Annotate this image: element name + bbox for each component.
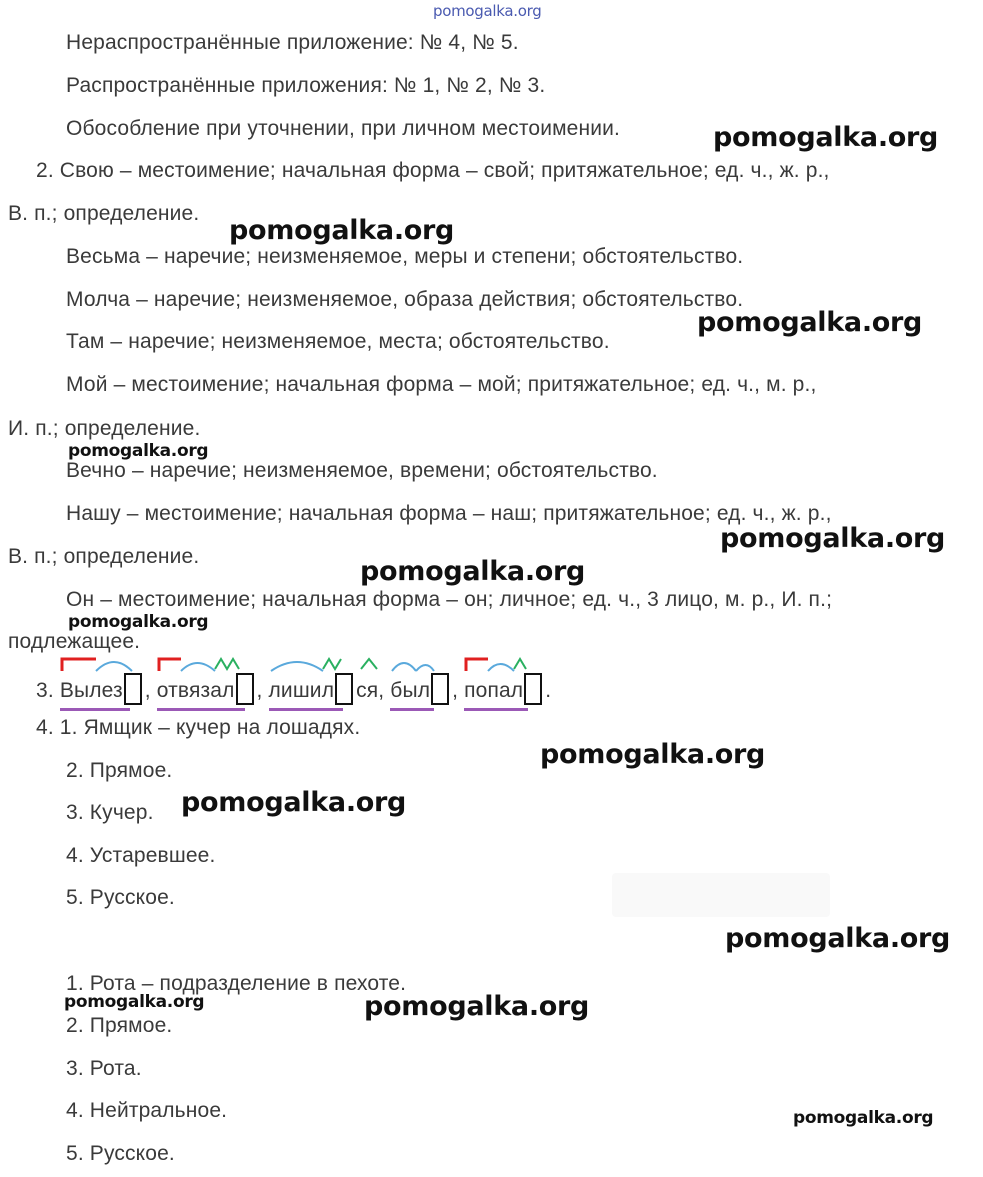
- word-byl: [390, 673, 452, 705]
- comma: ,: [452, 679, 459, 702]
- text-line: Нераспространённые приложение: № 4, № 5.: [66, 31, 519, 54]
- stem-underline: [464, 708, 528, 711]
- text-line: Молча – наречие; неизменяемое, образа действия; обстоятельство.: [66, 288, 744, 311]
- text-line: 4. 1. Ямщик – кучер на лошадях.: [36, 716, 361, 739]
- text-line: 2. Прямое.: [66, 759, 173, 782]
- text-line: Вечно – наречие; неизменяемое, времени; обстоятельство.: [66, 459, 658, 482]
- comma: ,: [256, 679, 263, 702]
- ending-box: [335, 673, 353, 705]
- stem-underline: [269, 708, 343, 711]
- word-popal: [464, 673, 545, 705]
- stem-underline: [157, 708, 245, 711]
- comma: ,: [378, 679, 385, 702]
- text-line: 2. Прямое.: [66, 1014, 173, 1037]
- morpheme-marks: [269, 657, 389, 673]
- text-line: Обособление при уточнении, при личном местоимении.: [66, 117, 620, 140]
- item-number: 3.: [36, 679, 54, 702]
- ending-box: [236, 673, 254, 705]
- morpheme-marks: [390, 657, 440, 673]
- watermark: pomogalka.org: [360, 556, 586, 587]
- morpheme-marks: [464, 657, 534, 673]
- text-line: Распространённые приложения: № 1, № 2, № 3.: [66, 74, 546, 97]
- watermark: pomogalka.org: [364, 991, 590, 1022]
- watermark: pomogalka.org: [713, 122, 939, 153]
- word-text: лишил: [268, 679, 335, 702]
- text-line: Мой – местоимение; начальная форма – мой; притяжательное; ед. ч., м. р.,: [66, 373, 817, 396]
- ending-box: [124, 673, 142, 705]
- text-line: 3. Рота.: [66, 1057, 142, 1080]
- word-otvyazal: [157, 673, 257, 705]
- text-line: 4. Нейтральное.: [66, 1099, 228, 1122]
- word-text: попал: [464, 679, 524, 702]
- text-line: Он – местоимение; начальная форма – он; личное; ед. ч., 3 лицо, м. р., И. п.;: [66, 588, 833, 611]
- ending-box: [431, 673, 449, 705]
- text-line: 4. Устаревшее.: [66, 844, 216, 867]
- word-text: был: [390, 679, 431, 702]
- watermark: pomogalka.org: [68, 441, 209, 461]
- stem-underline: [60, 708, 130, 711]
- text-line: 5. Русское.: [66, 886, 175, 909]
- text-line: Весьма – наречие; неизменяемое, меры и степени; обстоятельство.: [66, 245, 744, 268]
- watermark: pomogalka.org: [793, 1108, 934, 1128]
- word-vylez: [60, 673, 145, 705]
- text-line: 1. Рота – подразделение в пехоте.: [66, 972, 407, 995]
- watermark: pomogalka.org: [229, 215, 455, 246]
- text-line: В. п.; определение.: [8, 202, 200, 225]
- watermark: pomogalka.org: [697, 307, 923, 338]
- watermark: pomogalka.org: [725, 923, 951, 954]
- text-line: 5. Русское.: [66, 1142, 175, 1165]
- word-text: Вылез: [59, 679, 123, 702]
- watermark: pomogalka.org: [540, 739, 766, 770]
- watermark: pomogalka.org: [181, 787, 407, 818]
- text-line: И. п.; определение.: [8, 417, 201, 440]
- text-line: Нашу – местоимение; начальная форма – наш; притяжательное; ед. ч., ж. р.,: [66, 502, 832, 525]
- morpheme-line: [36, 673, 551, 705]
- comma: ,: [144, 679, 151, 702]
- faded-watermark-box: [612, 873, 830, 917]
- morpheme-marks: [60, 657, 130, 673]
- word-text: отвязал: [156, 679, 235, 702]
- text-line: 3. Кучер.: [66, 801, 154, 824]
- postfix-text: ся: [356, 679, 379, 702]
- text-line: 2. Свою – местоимение; начальная форма – свой; притяжательное; ед. ч., ж. р.,: [36, 159, 830, 182]
- text-line: В. п.; определение.: [8, 545, 200, 568]
- watermark: pomogalka.org: [68, 612, 209, 632]
- morpheme-marks: [157, 657, 247, 673]
- watermark-top: pomogalka.org: [433, 2, 542, 20]
- word-lishilsya: [269, 673, 379, 705]
- ending-box: [524, 673, 542, 705]
- stem-underline: [390, 708, 434, 711]
- watermark: pomogalka.org: [720, 523, 946, 554]
- watermark: pomogalka.org: [64, 992, 205, 1012]
- text-line: Там – наречие; неизменяемое, места; обстоятельство.: [66, 330, 610, 353]
- period: .: [545, 679, 552, 702]
- text-line: подлежащее.: [8, 630, 141, 653]
